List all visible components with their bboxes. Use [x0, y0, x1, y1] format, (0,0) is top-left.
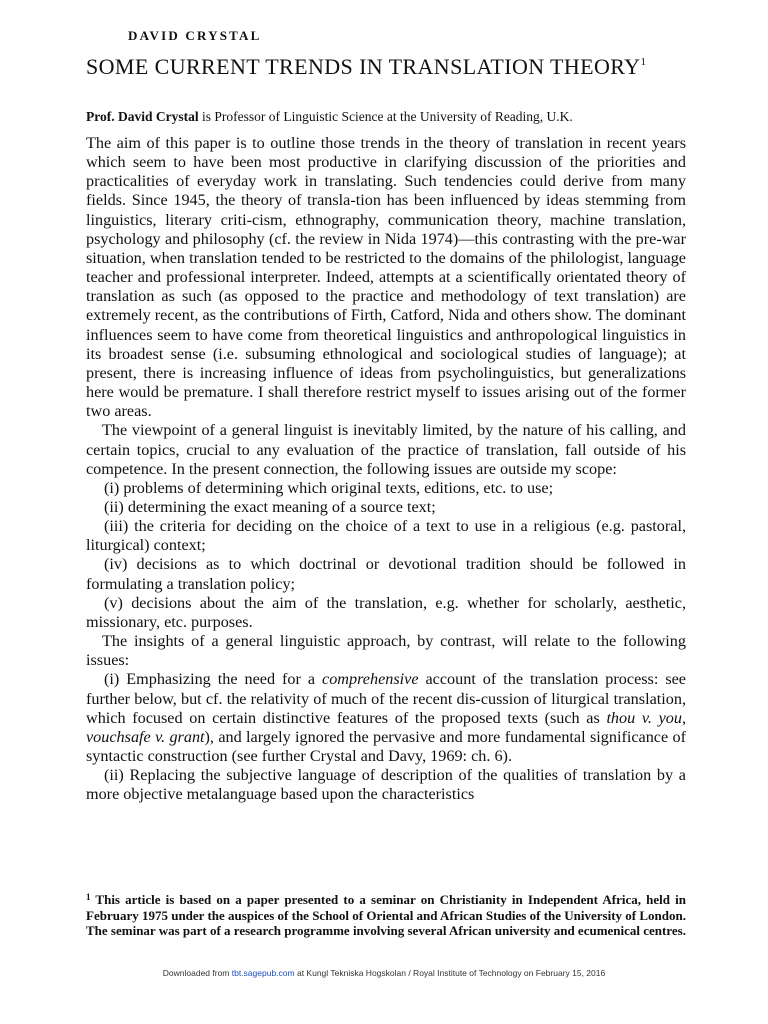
issue-text: account of the translation process: see further below, but cf. the relativity of much of the recent dis-cussion of liturgical translation, which focused on certain distinctive features of the proposed texts (such as	[86, 670, 686, 727]
paragraph-insights: The insights of a general linguistic approach, by contrast, will relate to the following issues:	[86, 632, 686, 670]
running-head: DAVID CRYSTAL	[128, 28, 262, 43]
issue-text: (i) Emphasizing the need for a	[104, 670, 323, 689]
paragraph-viewpoint: The viewpoint of a general linguist is inevitably limited, by the nature of his calling, and certain topics, crucial to any evaluation of the practice of translation, fall outside of his competence. In the present connection, the following issues are outside my scope:	[86, 421, 686, 478]
download-notice	[0, 968, 768, 978]
scope-item: (ii) determining the exact meaning of a source text;	[104, 497, 436, 516]
download-source-link[interactable]: tbt.sagepub.com	[231, 968, 295, 978]
issue-italic: comprehensive	[322, 670, 419, 689]
footnote	[86, 892, 686, 939]
author-affiliation: is Professor of Linguistic Science at the University of Reading, U.K.	[198, 109, 573, 124]
title-footnote-mark[interactable]: 1	[640, 56, 647, 68]
issue-text: ), and largely ignored the pervasive and more fundamental significance of syntactic construction (see further Crystal and Davy, 1969: ch. 6).	[86, 727, 686, 765]
issue-italic: vouchsafe v. grant	[86, 727, 205, 746]
paragraph-intro: The aim of this paper is to outline those trends in the theory of translation in recent years which seem to have been most productive in clarifying discussion of the priorities and practicalities of everyday work in translating. Such tendencies could derive from many fields. Since 1945, the theory of transla-tion has been influenced by ideas stemming from linguistics, literary criti-cism, ethnography, communication theory, machine translation, psychology and philosophy (cf. the review in Nida 1974)—this contrasting with the pre-war situation, when translation tended to be restricted to the domains of the philologist, language teacher and professional interpreter. Indeed, attempts at a scientifically orientated theory of translation as such (as opposed to the practice and methodology of text translation) are extremely recent, as the contributions of Firth, Catford, Nida and others show. The dominant influences seem to have come from theoretical linguistics and anthropological linguistics in its broadest sense (i.e. subsuming ethnological and sociological studies of language); at present, there is increasing influence of ideas from psycholinguistics, but generalizations here would be premature. I shall therefore restrict myself to issues arising out of the former two areas.	[86, 134, 686, 421]
author-note	[86, 108, 706, 126]
footnote-text: This article is based on a paper presented to a seminar on Christianity in Independent Africa, held in February 1975 under the auspices of the School of Oriental and African Studies of the University of London. The seminar was part of a research programme involving several African university and ecumenical centres.	[86, 892, 686, 938]
issue-item-comprehensive	[86, 670, 686, 766]
article-body	[86, 134, 686, 804]
issue-italic: thou v. you	[606, 708, 682, 727]
article-title	[86, 56, 706, 78]
article-title-text: SOME CURRENT TRENDS IN TRANSLATION THEORY	[86, 54, 641, 79]
download-suffix: at Kungl Tekniska Hogskolan / Royal Institute of Technology on February 15, 2016	[294, 968, 606, 978]
issue-text: ,	[681, 708, 686, 727]
scope-item: (iii) the criteria for deciding on the choice of a text to use in a religious (e.g. pastoral, liturgical) context;	[86, 517, 686, 555]
author-name: Prof. David Crystal	[86, 109, 199, 124]
scope-item: (iv) decisions as to which doctrinal or devotional tradition should be followed in formulating a translation policy;	[86, 555, 686, 593]
download-prefix: Downloaded from	[162, 968, 232, 978]
scope-item: (i) problems of determining which original texts, editions, etc. to use;	[104, 478, 554, 497]
footnote-mark: 1	[86, 892, 91, 902]
scope-item: (v) decisions about the aim of the translation, e.g. whether for scholarly, aesthetic, missionary, etc. purposes.	[86, 593, 686, 631]
issue-item-metalanguage: (ii) Replacing the subjective language of description of the qualities of translation by a more objective metalanguage based upon the characteristics	[86, 766, 686, 804]
